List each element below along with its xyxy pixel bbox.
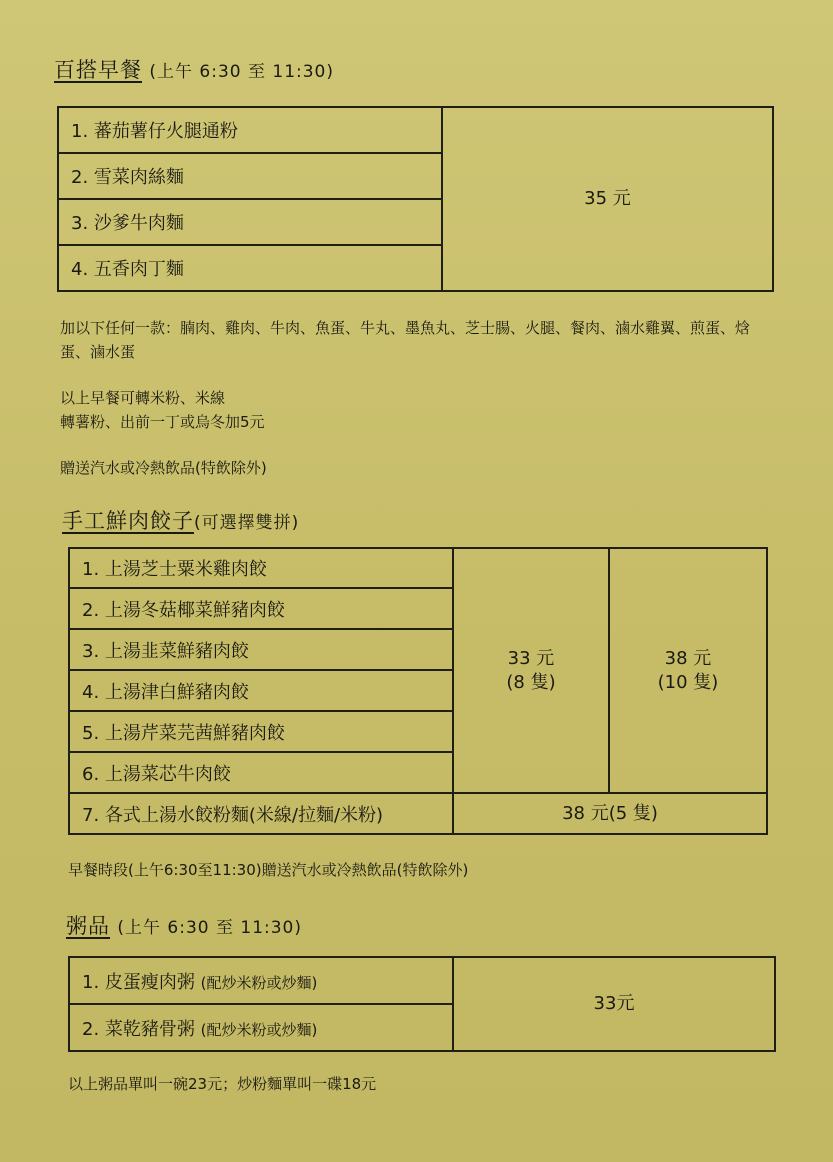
breakfast-switch-note-1: 以上早餐可轉米粉、米線 [60, 389, 226, 407]
dumpling-item: 3. 上湯韭菜鮮豬肉餃 [69, 629, 453, 670]
price-8-label: 33 元 [507, 647, 555, 669]
price-10-label: 38 元 [664, 647, 712, 669]
breakfast-switch-note-2: 轉薯粉、出前一丁或烏冬加5元 [60, 413, 265, 431]
congee-item [69, 1004, 453, 1051]
breakfast-heading [54, 54, 334, 84]
congee-item-extra: (配炒米粉或炒麵) [200, 973, 318, 992]
count-10-label: (10 隻) [657, 671, 719, 693]
breakfast-addon-note: 加以下任何一款：腩肉、雞肉、牛肉、魚蛋、牛丸、墨魚丸、芝士腸、火腿、餐肉、滷水雞翼、煎蛋、焓蛋、滷水蛋 [60, 319, 751, 361]
breakfast-title: 百搭早餐 [54, 58, 142, 82]
congee-item-name: 1. 皮蛋瘦肉粥 [82, 971, 195, 993]
dumplings-subtitle: (可選擇雙拼) [194, 513, 300, 533]
dumpling-item-7: 7. 各式上湯水餃粉麵(米線/拉麵/米粉) [69, 793, 453, 834]
dumpling-item: 6. 上湯菜芯牛肉餃 [69, 752, 453, 793]
dumpling-item-7-price: 38 元(5 隻) [453, 793, 767, 834]
congee-title: 粥品 [66, 914, 110, 938]
dumplings-table [68, 547, 768, 835]
dumpling-item: 5. 上湯芹菜芫茜鮮豬肉餃 [69, 711, 453, 752]
dumplings-heading [62, 505, 299, 535]
congee-item [69, 957, 453, 1004]
congee-item-name: 2. 菜乾豬骨粥 [82, 1018, 195, 1040]
congee-table [68, 956, 776, 1052]
congee-price: 33元 [453, 957, 775, 1051]
count-8-label: (8 隻) [506, 671, 556, 693]
dumpling-item: 4. 上湯津白鮮豬肉餃 [69, 670, 453, 711]
breakfast-hours: (上午 6:30 至 11:30) [149, 62, 335, 82]
breakfast-item: 3. 沙爹牛肉麵 [58, 199, 442, 245]
congee-item-extra: (配炒米粉或炒麵) [200, 1020, 318, 1039]
breakfast-table [57, 106, 774, 292]
dumpling-item: 2. 上湯冬菇椰菜鮮豬肉餃 [69, 588, 453, 629]
congee-hours: (上午 6:30 至 11:30) [117, 918, 303, 938]
dumplings-note: 早餐時段(上午6:30至11:30)贈送汽水或冷熱飲品(特飲除外) [68, 861, 469, 879]
breakfast-price: 35 元 [442, 107, 773, 291]
dumplings-price-8 [453, 548, 609, 793]
dumpling-item: 1. 上湯芝士粟米雞肉餃 [69, 548, 453, 588]
congee-heading [66, 910, 302, 940]
breakfast-item: 4. 五香肉丁麵 [58, 245, 442, 291]
breakfast-drink-note: 贈送汽水或冷熱飲品(特飲除外) [60, 459, 267, 477]
dumplings-price-10 [609, 548, 767, 793]
dumplings-title: 手工鮮肉餃子 [62, 509, 194, 533]
congee-note: 以上粥品單叫一碗23元；炒粉麵單叫一碟18元 [68, 1075, 377, 1093]
breakfast-item: 2. 雪菜肉絲麵 [58, 153, 442, 199]
breakfast-item: 1. 蕃茄薯仔火腿通粉 [58, 107, 442, 153]
